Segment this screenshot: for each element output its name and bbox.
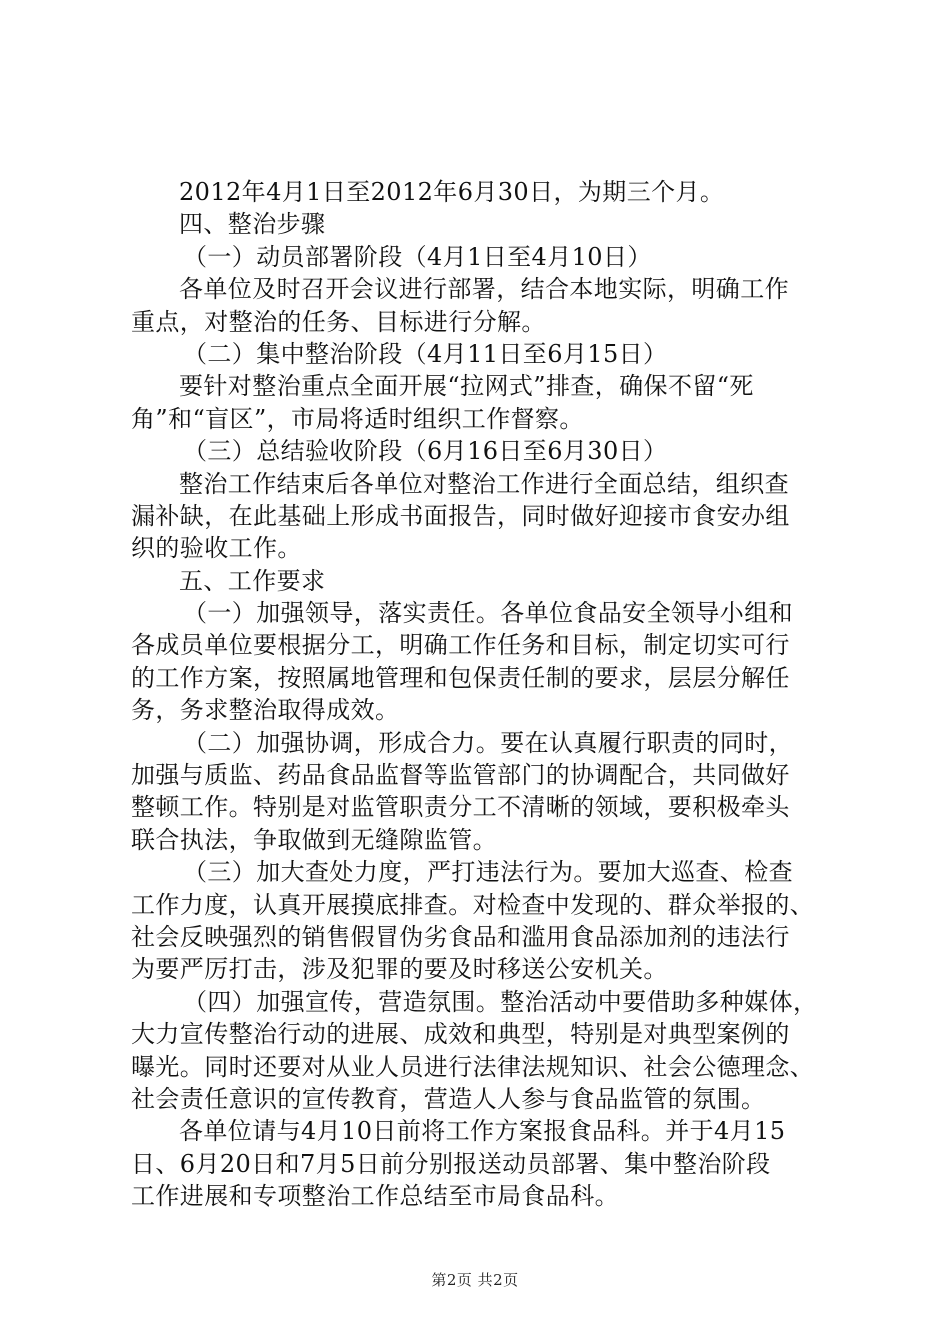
paragraph-line: 日、6月20日和7月5日前分别报送动员部署、集中整治阶段 xyxy=(131,1149,771,1178)
paragraph-line: 整顿工作。特别是对监管职责分工不清晰的领域，要积极牵头 xyxy=(131,793,790,822)
section-heading-steps: 四、整治步骤 xyxy=(179,210,326,239)
paragraph-line: （二）加强协调，形成合力。要在认真履行职责的同时， xyxy=(183,728,793,757)
page-footer: 第2页 共2页 xyxy=(431,1271,519,1289)
step-3-heading: （三）总结验收阶段（6月16日至6月30日） xyxy=(183,437,668,466)
step-2-heading: （二）集中整治阶段（4月11日至6月15日） xyxy=(183,339,668,368)
paragraph-line: 整治工作结束后各单位对整治工作进行全面总结，组织查 xyxy=(179,469,789,498)
paragraph-line: 联合执法，争取做到无缝隙监管。 xyxy=(131,825,497,854)
document-body xyxy=(131,176,831,1213)
step-1-heading: （一）动员部署阶段（4月1日至4月10日） xyxy=(183,242,652,271)
paragraph-line: （三）加大查处力度，严打违法行为。要加大巡查、检查 xyxy=(183,858,793,887)
paragraph-line: 为要严厉打击，涉及犯罪的要及时移送公安机关。 xyxy=(131,955,668,984)
paragraph-line: 重点，对整治的任务、目标进行分解。 xyxy=(131,307,546,336)
paragraph-line: 社会反映强烈的销售假冒伪劣食品和滥用食品添加剂的违法行 xyxy=(131,922,790,951)
paragraph-line: （四）加强宣传，营造氛围。整治活动中要借助多种媒体， xyxy=(183,987,818,1016)
paragraph-line: 各成员单位要根据分工，明确工作任务和目标，制定切实可行 xyxy=(131,631,790,660)
paragraph-line: 的工作方案，按照属地管理和包保责任制的要求，层层分解任 xyxy=(131,663,790,692)
paragraph-line: 漏补缺，在此基础上形成书面报告，同时做好迎接市食安办组 xyxy=(131,501,790,530)
paragraph-line: 要针对整治重点全面开展“拉网式”排查，确保不留“死 xyxy=(179,372,754,401)
paragraph-line: 曝光。同时还要对从业人员进行法律法规知识、社会公德理念、 xyxy=(131,1052,815,1081)
paragraph-line: 务，务求整治取得成效。 xyxy=(131,696,400,725)
paragraph-line: 加强与质监、药品食品监督等监管部门的协调配合，共同做好 xyxy=(131,761,790,790)
period-line: 2012年4月1日至2012年6月30日，为期三个月。 xyxy=(179,178,725,206)
paragraph-line: 各单位请与4月10日前将工作方案报食品科。并于4月15 xyxy=(179,1117,786,1146)
paragraph-line: 工作力度，认真开展摸底排查。对检查中发现的、群众举报的、 xyxy=(131,890,815,919)
paragraph-line: 大力宣传整治行动的进展、成效和典型，特别是对典型案例的 xyxy=(131,1020,790,1049)
paragraph-line: 社会责任意识的宣传教育，营造人人参与食品监管的氛围。 xyxy=(131,1084,766,1113)
paragraph-line: 各单位及时召开会议进行部署，结合本地实际，明确工作 xyxy=(179,275,789,304)
paragraph-line: 织的验收工作。 xyxy=(131,534,302,563)
section-heading-requirements: 五、工作要求 xyxy=(179,566,326,595)
paragraph-line: （一）加强领导，落实责任。各单位食品安全领导小组和 xyxy=(183,599,793,628)
paragraph-line: 角”和“盲区”，市局将适时组织工作督察。 xyxy=(131,404,584,433)
paragraph-line: 工作进展和专项整治工作总结至市局食品科。 xyxy=(131,1182,619,1211)
